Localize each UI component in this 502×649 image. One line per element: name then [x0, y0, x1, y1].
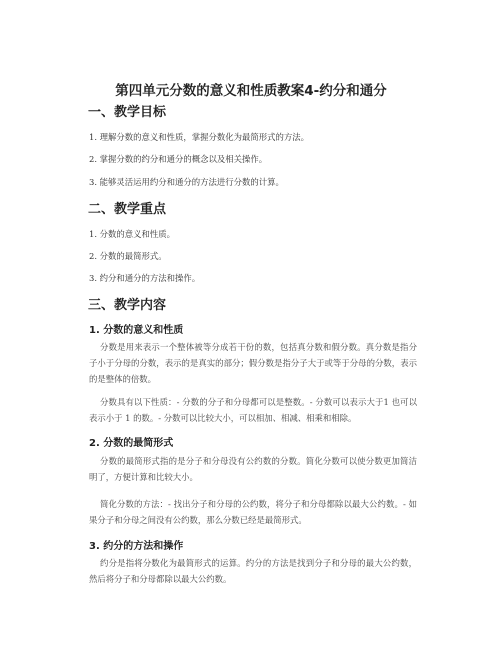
paragraph: 分数具有以下性质：- 分数的分子和分母都可以是整数。- 分数可以表示大于1 也可以表示小于 1 的数。- 分数可以比较大小，可以相加、相减、相乘和相除。	[89, 397, 417, 423]
section-heading-goals: 一、教学目标	[88, 105, 167, 120]
list-item: 1. 理解分数的意义和性质，掌握分数化为最简形式的方法。	[89, 132, 310, 142]
list-item: 1. 分数的意义和性质。	[89, 229, 176, 239]
document-title: 第四单元分数的意义和性质教案4-约分和通分	[115, 83, 387, 99]
section-heading-content: 三、教学内容	[88, 298, 167, 313]
list-item: 3. 约分和通分的方法和操作。	[89, 273, 201, 283]
paragraph: 分数是用来表示一个整体被等分成若干份的数，包括真分数和假分数。真分数是指分子小于分母的分数，表示的是真实的部分；假分数是指分子大于或等于分母的分数，表示的是整体的倍数。	[89, 342, 417, 384]
list-item: 2. 掌握分数的约分和通分的概念以及相关操作。	[89, 154, 268, 164]
subsection-heading: 2. 分数的最简形式	[89, 438, 174, 449]
paragraph: 分数的最简形式指的是分子和分母没有公约数的分数。简化分数可以使分数更加简洁明了，方便计算和比较大小。	[89, 456, 417, 482]
paragraph: 简化分数的方法：- 找出分子和分母的公约数，将分子和分母都除以最大公约数。- 如果分子和分母之间没有公约数，那么分数已经是最简形式。	[89, 499, 417, 525]
paragraph: 约分是指将分数化为最简形式的运算。约分的方法是找到分子和分母的最大公约数，然后将分子和分母都除以最大公约数。	[89, 558, 417, 584]
subsection-heading: 1. 分数的意义和性质	[89, 325, 184, 336]
list-item: 3. 能够灵活运用约分和通分的方法进行分数的计算。	[89, 177, 284, 187]
list-item: 2. 分数的最简形式。	[89, 251, 167, 261]
subsection-heading: 3. 约分的方法和操作	[89, 541, 184, 552]
section-heading-key-points: 二、教学重点	[88, 202, 167, 217]
